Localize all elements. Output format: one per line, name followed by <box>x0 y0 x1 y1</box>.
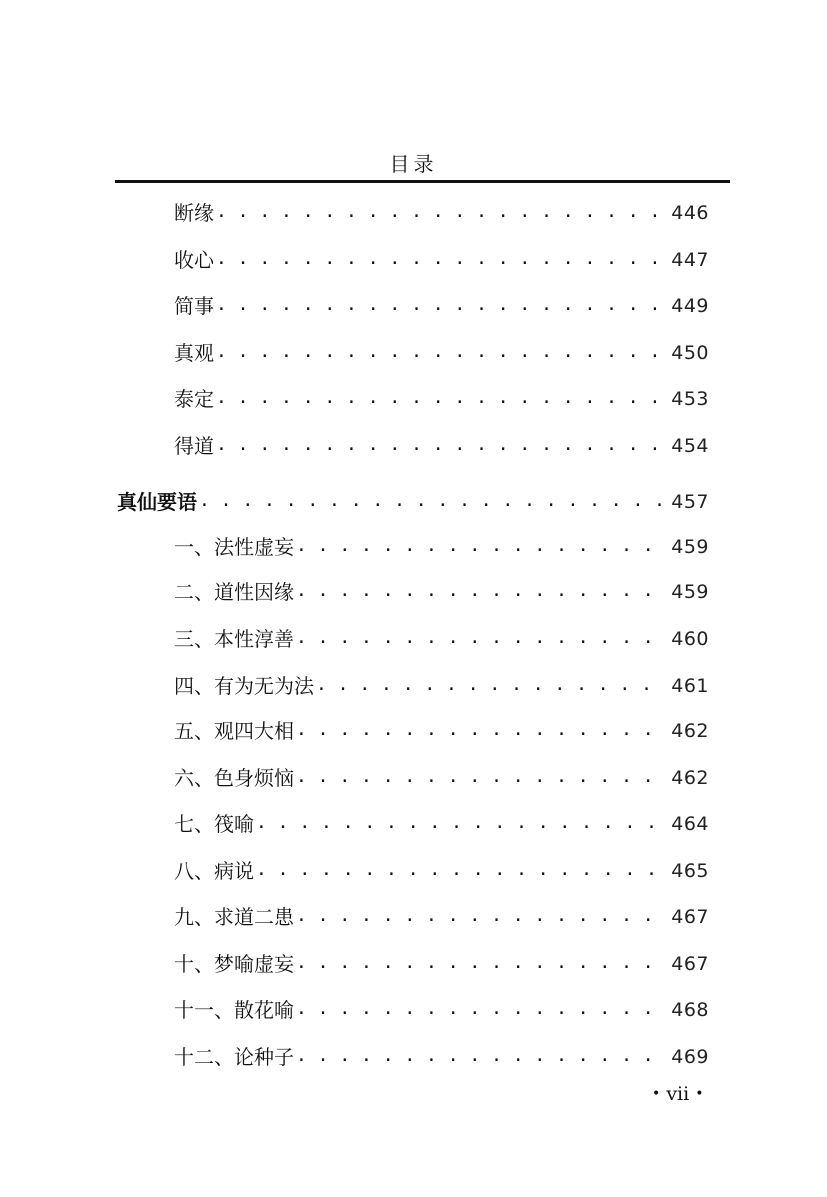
toc-entry[interactable] <box>174 995 709 1025</box>
toc-entry-title: 真仙要语 <box>117 490 197 514</box>
toc-entry[interactable] <box>174 809 709 839</box>
toc-entry[interactable] <box>174 671 709 701</box>
toc-entry-title: 真观 <box>174 341 214 365</box>
toc-entry-title: 十二、论种子 <box>174 1045 294 1069</box>
toc-entry-page-number: 446 <box>671 202 709 224</box>
toc-entry-page-number: 467 <box>671 953 709 975</box>
dot-leader <box>296 901 667 931</box>
dot-leader <box>296 762 667 792</box>
toc-entry-page-number: 459 <box>671 581 709 603</box>
dot-leader <box>216 290 667 320</box>
toc-section-entry[interactable] <box>117 487 709 517</box>
toc-entry-title: 泰定 <box>174 387 214 411</box>
toc-entry-page-number: 469 <box>671 1046 709 1068</box>
toc-entry-page-number: 462 <box>671 720 709 742</box>
toc-entry-title: 九、求道二患 <box>174 905 294 929</box>
dot-leader <box>199 486 667 516</box>
dot-leader <box>296 623 667 653</box>
toc-entry-page-number: 447 <box>671 249 709 271</box>
toc-entry-page-number: 467 <box>671 906 709 928</box>
toc-entry[interactable] <box>174 245 709 275</box>
toc-entry-page-number: 461 <box>671 675 709 697</box>
dot-leader <box>216 430 667 460</box>
toc-entry-page-number: 450 <box>671 342 709 364</box>
toc-entry[interactable] <box>174 856 709 886</box>
dot-leader <box>296 948 667 978</box>
toc-entry-page-number: 462 <box>671 767 709 789</box>
dot-leader <box>256 808 667 838</box>
dot-leader <box>296 531 667 561</box>
toc-entry[interactable] <box>174 716 709 746</box>
toc-entry-title: 简事 <box>174 294 214 318</box>
dot-leader <box>316 670 667 700</box>
dot-leader <box>216 383 667 413</box>
toc-entry-page-number: 465 <box>671 860 709 882</box>
toc-entry-page-number: 464 <box>671 813 709 835</box>
toc-entry[interactable] <box>174 384 709 414</box>
toc-entry-title: 二、道性因缘 <box>174 580 294 604</box>
toc-entry-title: 十、梦喻虚妄 <box>174 952 294 976</box>
toc-entry-page-number: 449 <box>671 295 709 317</box>
toc-entry-title: 三、本性淳善 <box>174 627 294 651</box>
toc-entry-title: 八、病说 <box>174 859 254 883</box>
toc-entry-page-number: 454 <box>671 435 709 457</box>
folio-dot-right: • <box>695 1086 704 1102</box>
dot-leader <box>256 855 667 885</box>
toc-entry-page-number: 457 <box>671 491 709 513</box>
toc-entry-page-number: 460 <box>671 628 709 650</box>
folio-number: vii <box>666 1083 690 1105</box>
toc-entry[interactable] <box>174 902 709 932</box>
toc-entry[interactable] <box>174 624 709 654</box>
toc-entry-page-number: 459 <box>671 536 709 558</box>
toc-entry-title: 一、法性虚妄 <box>174 535 294 559</box>
folio-dot-left: • <box>652 1086 661 1102</box>
toc-entry-page-number: 468 <box>671 999 709 1021</box>
dot-leader <box>296 715 667 745</box>
toc-entry-title: 四、有为无为法 <box>174 674 314 698</box>
toc-entry-title: 得道 <box>174 434 214 458</box>
toc-entry-title: 断缘 <box>174 201 214 225</box>
toc-entry[interactable] <box>174 532 709 562</box>
dot-leader <box>296 576 667 606</box>
page-folio <box>652 1083 704 1105</box>
toc-entry-title: 六、色身烦恼 <box>174 766 294 790</box>
toc-entry-title: 十一、散花喻 <box>174 998 294 1022</box>
toc-entry[interactable] <box>174 198 709 228</box>
toc-entry-page-number: 453 <box>671 388 709 410</box>
toc-entry[interactable] <box>174 291 709 321</box>
dot-leader <box>296 1041 667 1071</box>
toc-entry-title: 五、观四大相 <box>174 719 294 743</box>
toc-entry[interactable] <box>174 577 709 607</box>
running-head: 目录 <box>389 152 438 176</box>
toc-entry-title: 收心 <box>174 248 214 272</box>
toc-entry[interactable] <box>174 763 709 793</box>
toc-entry[interactable] <box>174 338 709 368</box>
toc-entry-title: 七、筏喻 <box>174 812 254 836</box>
dot-leader <box>216 197 667 227</box>
dot-leader <box>296 994 667 1024</box>
toc-entry[interactable] <box>174 949 709 979</box>
toc-entry[interactable] <box>174 431 709 461</box>
dot-leader <box>216 244 667 274</box>
dot-leader <box>216 337 667 367</box>
toc-entry[interactable] <box>174 1042 709 1072</box>
